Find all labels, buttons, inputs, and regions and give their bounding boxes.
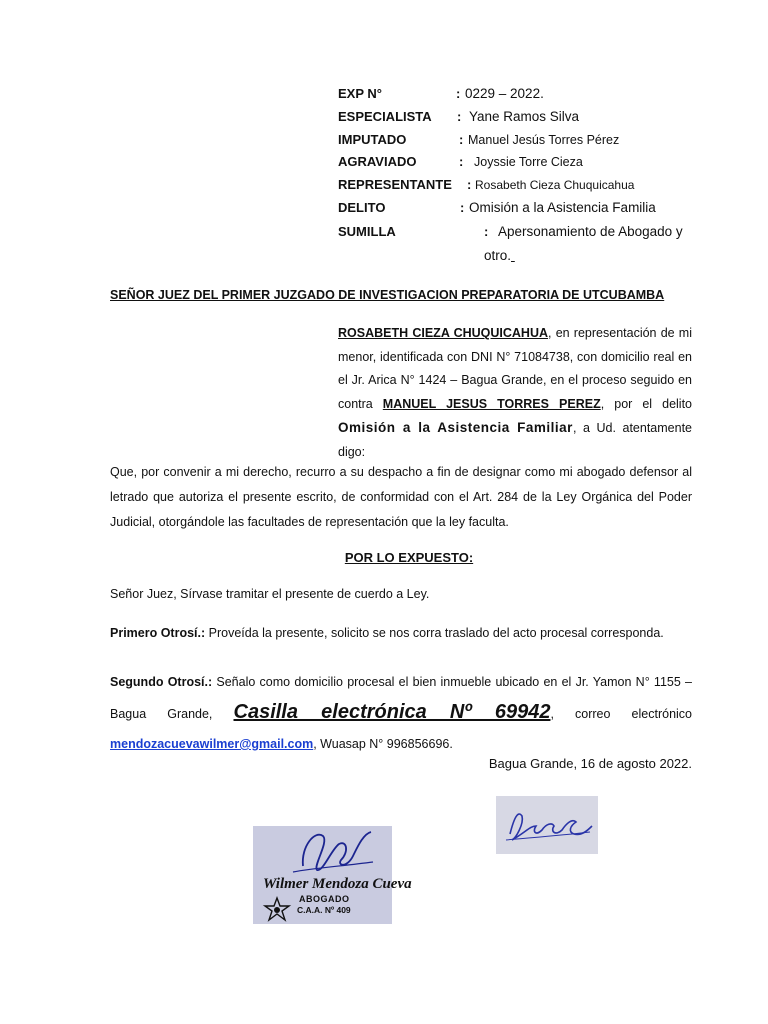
stamp-name: Wilmer Mendoza Cueva [263, 876, 412, 892]
sumilla-value-line1: Apersonamiento de Abogado y [498, 224, 683, 239]
por-lo-expuesto-heading: POR LO EXPUESTO: [344, 550, 474, 565]
client-signature-image [496, 796, 598, 854]
sumilla-label: SUMILLA [338, 224, 396, 239]
place-date: Bagua Grande, 16 de agosto 2022. [488, 756, 692, 771]
intro-paragraph: ROSABETH CIEZA CHUQUICAHUA, en representación de mi menor, identificada con DNI N° 71084738, con domicilio real en el Jr. Arica N° 1424 – Bagua Grande, en el proceso seguido en contra MANUEL JESUS TORRES PEREZ, por el delito Omisión a la Asistencia Familiar, a Ud. atentamente digo: [338, 326, 693, 459]
segundo-label: Segundo Otrosí.: [110, 675, 213, 689]
lawyer-stamp [253, 826, 412, 924]
imputado-label: IMPUTADO [338, 132, 407, 147]
representante-value: Rosabeth Cieza Chuquicahua [475, 178, 635, 192]
petitioner-name: ROSABETH CIEZA CHUQUICAHUA [338, 326, 549, 340]
delito-value: Omisión a la Asistencia Familia [469, 200, 656, 215]
exp-value: 0229 – 2022. [465, 86, 544, 101]
agraviado-label: AGRAVIADO [338, 154, 417, 169]
casilla-electronica: Casilla electrónica Nº 69942 [233, 701, 551, 723]
sumilla-value-line2: otro. [484, 248, 512, 263]
body-paragraph: Que, por convenir a mi derecho, recurro a su despacho a fin de designar como mi abogado defensor al letrado que autoriza el presente escrito, de conformidad con el Art. 284 de la Ley Orgánica del Poder Judicial, otorgándole las facultades de representación que la ley faculta. [110, 465, 692, 529]
primero-label: Primero Otrosí.: [110, 626, 206, 640]
representante-label: REPRESENTANTE [338, 177, 452, 192]
crime-name: Omisión a la Asistencia Familiar [338, 420, 573, 435]
segundo-otrosi: Segundo Otrosí.: Señalo como domicilio procesal el bien inmueble ubicado en el Jr. Yamon N° 1155 – Bagua Grande, Casilla electrónica Nº 69942, correo electrónico mendozacuevawilmer@gmail.com, Wuasap N° 996856696. [110, 675, 692, 751]
exp-label: EXP N° [338, 86, 382, 101]
agraviado-value: Joyssie Torre Cieza [474, 155, 583, 169]
delito-label: DELITO [338, 200, 386, 215]
stamp-title: ABOGADO [299, 894, 350, 904]
accused-name: MANUEL JESUS TORRES PEREZ [382, 396, 601, 411]
stamp-registration: C.A.A. Nº 409 [297, 905, 351, 915]
primero-otrosi: Primero Otrosí.: Proveída la presente, solicito se nos corra traslado del acto procesal corresponda. [110, 626, 664, 640]
addressee: SEÑOR JUEZ DEL PRIMER JUZGADO DE INVESTIGACION PREPARATORIA DE UTCUBAMBA [110, 288, 665, 302]
email-link[interactable]: mendozacuevawilmer@gmail.com [110, 737, 314, 751]
imputado-value: Manuel Jesús Torres Pérez [468, 133, 620, 147]
signature-icon [496, 796, 598, 854]
especialista-label: ESPECIALISTA [338, 109, 432, 124]
request-paragraph: Señor Juez, Sírvase tramitar el presente de cuerdo a Ley. [110, 587, 430, 601]
especialista-value: Yane Ramos Silva [469, 109, 580, 124]
